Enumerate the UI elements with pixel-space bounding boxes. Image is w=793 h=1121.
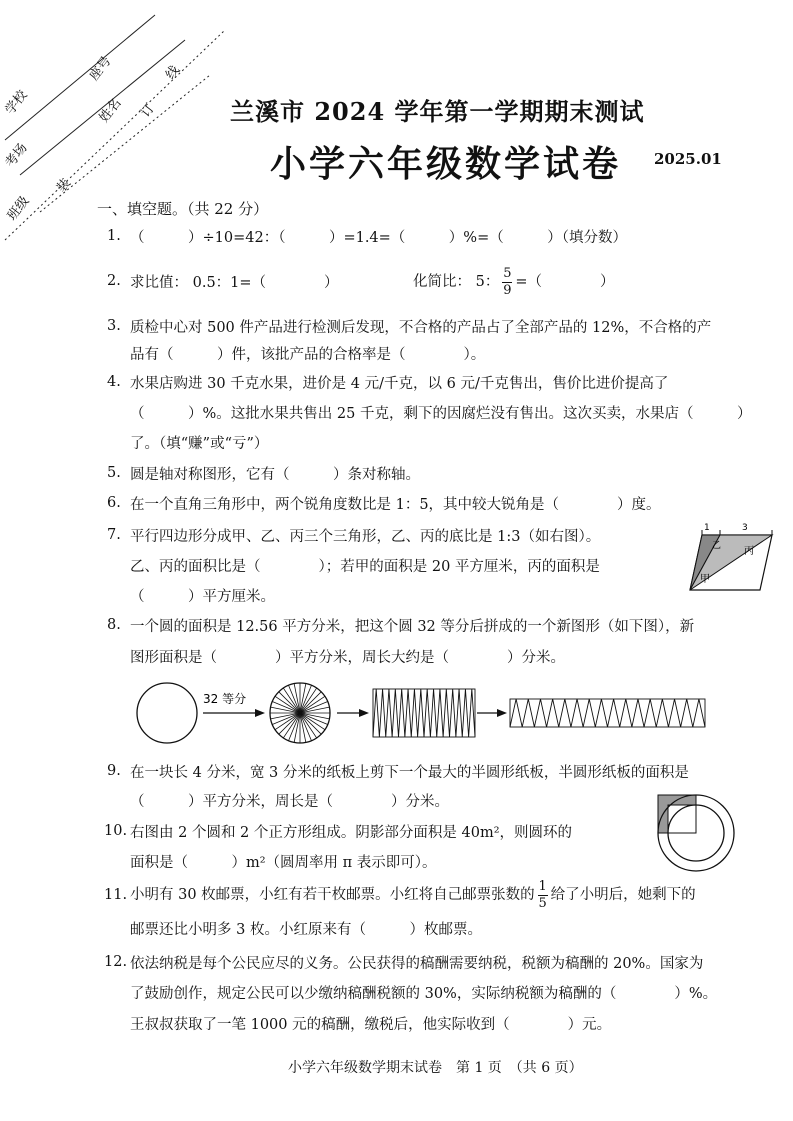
question-9-line-2: （ ）平方分米，周长是（ ）分米。 [130, 794, 449, 810]
question-5-text: 圆是轴对称图形，它有（ ）条对称轴。 [130, 467, 420, 483]
figure-label: 1 [704, 523, 710, 533]
question-number: 9. [107, 763, 121, 779]
question-12-line-1: 依法纳税是每个公民应尽的义务。公民获得的稿酬需要纳税，税额为稿酬的 20%。国家为 [130, 956, 704, 972]
binding-label-seat: 座号 [86, 53, 115, 84]
figure-label: 丙 [744, 546, 754, 557]
binding-label-line: 线 [163, 62, 184, 83]
question-2-part-b [413, 262, 615, 302]
question-11-text-a: 小明有 30 枚邮票，小红有若干枚邮票。小红将自己邮票张数的 [130, 887, 535, 903]
question-number: 7. [107, 527, 121, 543]
question-10-line-1: 右图由 2 个圆和 2 个正方形组成。阴影部分面积是 40m²，则圆环的 [130, 825, 573, 841]
binding-label-class: 班级 [4, 193, 33, 224]
question-9-line-1: 在一块长 4 分米，宽 3 分米的纸板上剪下一个最大的半圆形纸板，半圆形纸板的面积是 [130, 765, 689, 781]
question-number: 1. [107, 228, 121, 244]
binding-label-school: 学校 [2, 87, 31, 118]
question-2-text-c: =（ ） [515, 274, 615, 290]
section-heading: 一、填空题。（共 22 分） [97, 200, 269, 218]
question-7-line-2: 乙、丙的面积比是（ ）；若甲的面积是 20 平方厘米，丙的面积是 [130, 559, 600, 575]
question-7-line-1: 平行四边形分成甲、乙、丙三个三角形，乙、丙的底比是 1:3（如右图）。 [130, 529, 601, 545]
fraction-1-5 [538, 880, 548, 911]
question-4-line-1: 水果店购进 30 千克水果，进价是 4 元/千克，以 6 元/千克售出，售价比进价提高了 [130, 376, 669, 392]
question-4-line-3: 了。（填“赚”或“亏”） [130, 436, 269, 452]
question-2-part-a: 求比值： 0.5：1=（ ） [130, 275, 339, 291]
question-2-text-b: 化简比： 5： [413, 274, 500, 290]
question-number: 12. [104, 954, 128, 970]
question-12-line-3: 王叔叔获取了一笔 1000 元的稿酬，缴税后，他实际收到（ ）元。 [130, 1017, 612, 1033]
fraction-denominator: 9 [503, 282, 512, 298]
fraction-numerator: 5 [503, 265, 512, 281]
figure-label: 甲 [700, 574, 710, 585]
fraction-numerator: 1 [538, 878, 547, 894]
exam-title: 兰溪市 2024 学年第一学期期末测试 [230, 97, 645, 126]
question-3-line-2: 品有（ ）件，该批产品的合格率是（ ）。 [130, 347, 486, 363]
figure-label: 32 等分 [203, 692, 247, 706]
exam-subtitle: 小学六年级数学试卷 [270, 143, 622, 185]
question-number: 5. [107, 465, 121, 481]
parallelogram-figure [680, 520, 780, 600]
fraction-5-9 [502, 267, 512, 298]
annulus-figure [650, 790, 740, 880]
question-number: 11. [104, 887, 128, 903]
question-7-line-3: （ ）平方厘米。 [130, 589, 275, 605]
binding-label-room: 考场 [2, 140, 31, 171]
exam-date: 2025.01 [654, 150, 722, 168]
question-11-line-2: 邮票还比小明多 3 枚。小红原来有（ ）枚邮票。 [130, 922, 482, 938]
question-8-line-1: 一个圆的面积是 12.56 平方分米，把这个圆 32 等分后拼成的一个新图形（如下图），新 [130, 619, 695, 635]
binding-label-zhuang: 装 [54, 175, 75, 196]
question-12-line-2: 了鼓励创作，规定公民可以少缴纳稿酬税额的 30%，实际纳税额为稿酬的（ ）%。 [130, 986, 718, 1002]
question-4-line-2: （ ）%。这批水果共售出 25 千克，剩下的因腐烂没有售出。这次买卖，水果店（ ） [130, 406, 752, 422]
question-number: 3. [107, 318, 121, 334]
question-3-line-1: 质检中心对 500 件产品进行检测后发现，不合格的产品占了全部产品的 12%，不合格的产 [130, 320, 712, 336]
question-number: 8. [107, 617, 121, 633]
question-number: 6. [107, 495, 121, 511]
question-11-text-b: 给了小明后，她剩下的 [550, 887, 696, 903]
question-8-line-2: 图形面积是（ ）平方分米，周长大约是（ ）分米。 [130, 650, 565, 666]
question-number: 2. [107, 273, 121, 289]
question-6-text: 在一个直角三角形中，两个锐角度数比是 1：5，其中较大锐角是（ ）度。 [130, 497, 661, 513]
circle-rearrangement-figure [125, 675, 725, 745]
page-footer: 小学六年级数学期末试卷 第 1 页 （共 6 页） [288, 1060, 583, 1076]
figure-label: 3 [742, 523, 748, 533]
binding-label-ding: 订 [138, 100, 159, 121]
binding-label-name: 姓名 [96, 95, 125, 126]
question-11-line-1 [130, 875, 696, 915]
question-10-line-2: 面积是（ ）m²（圆周率用 π 表示即可）。 [130, 855, 437, 871]
figure-label: 乙 [712, 541, 722, 551]
question-1-text: （ ）÷10=42：（ ）=1.4=（ ）%=（ ）（填分数） [130, 230, 627, 246]
fraction-denominator: 5 [538, 895, 547, 911]
question-number: 4. [107, 374, 121, 390]
question-number: 10. [104, 823, 128, 839]
